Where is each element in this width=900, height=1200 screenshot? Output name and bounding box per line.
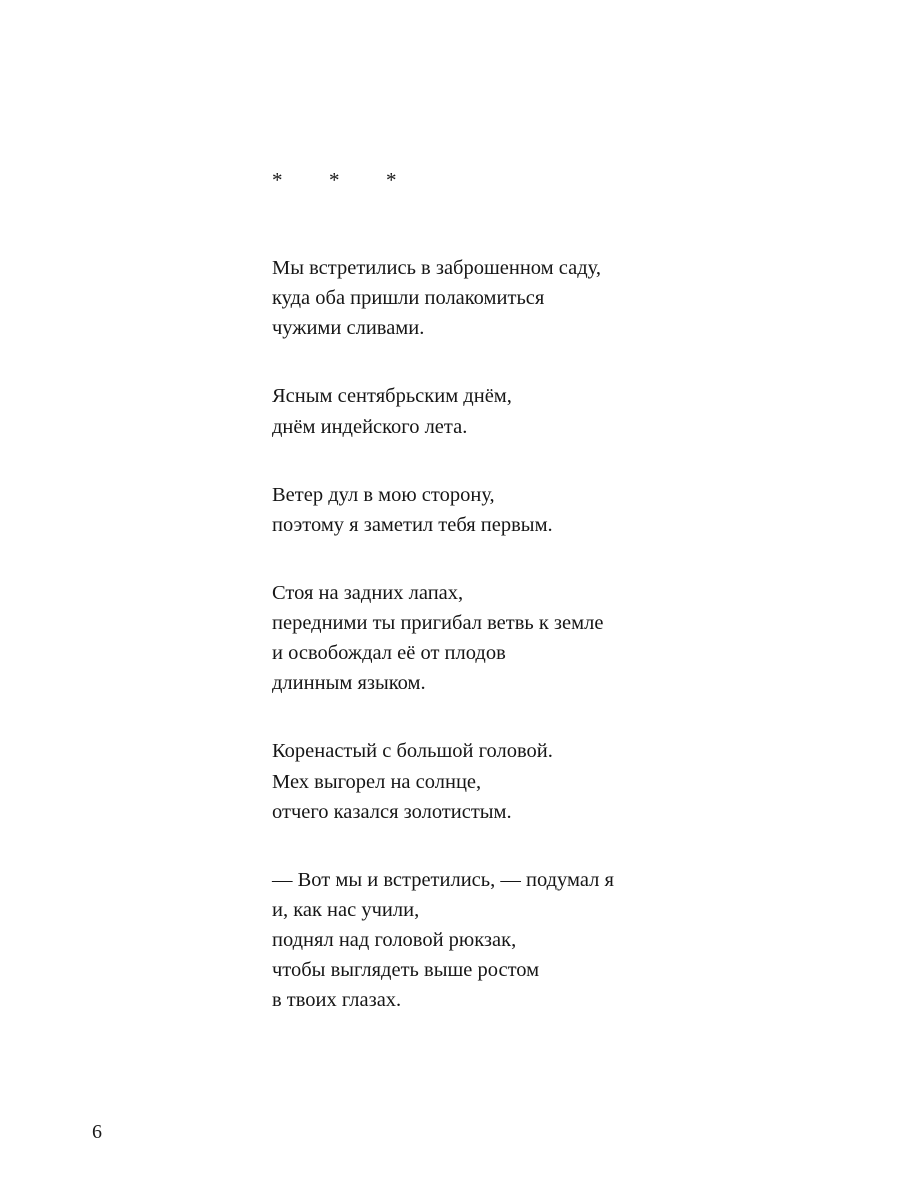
poem-stanza (272, 253, 772, 343)
poem-line: чтобы выглядеть выше ростом (272, 959, 540, 982)
poem-line: куда оба пришли полакомиться (272, 287, 545, 310)
poem-line: и, как нас учили, (272, 898, 420, 921)
poem-stanza (272, 865, 772, 1016)
poem-line: передними ты пригибал ветвь к земле (272, 612, 604, 634)
poem-line: — Вот мы и встретились, — подумал я (272, 868, 614, 891)
poem-line: Стоя на задних лапах, (272, 581, 464, 604)
poem-line: отчего казался золотистым. (272, 800, 512, 823)
poem-stanza (272, 480, 772, 540)
page-number: 6 (92, 1121, 102, 1143)
poem-line: днём индейского лета. (272, 415, 468, 438)
poem-line: поднял над головой рюкзак, (272, 929, 517, 951)
poem-line: Ветер дул в мою сторону, (272, 483, 495, 506)
poem-line: Коренастый с большой головой. (272, 740, 553, 763)
poem-line: Мех выгорел на солнце, (272, 770, 482, 793)
poem-stanza (272, 381, 772, 441)
poem-line: Мы встретились в заброшенном саду, (272, 257, 601, 279)
poem-stanza (272, 578, 772, 699)
section-separator: * * * (272, 168, 409, 192)
poem-line: Ясным сентябрьским днём, (272, 385, 512, 408)
poem-line: поэтому я заметил тебя первым. (272, 513, 553, 536)
poem-line: чужими сливами. (272, 317, 425, 340)
poem-stanza (272, 736, 772, 826)
poem-line: длинным языком. (272, 672, 426, 695)
poem-line: в твоих глазах. (272, 989, 402, 1012)
poem-line: и освобождал её от плодов (272, 642, 506, 665)
poem-body (272, 170, 772, 1015)
